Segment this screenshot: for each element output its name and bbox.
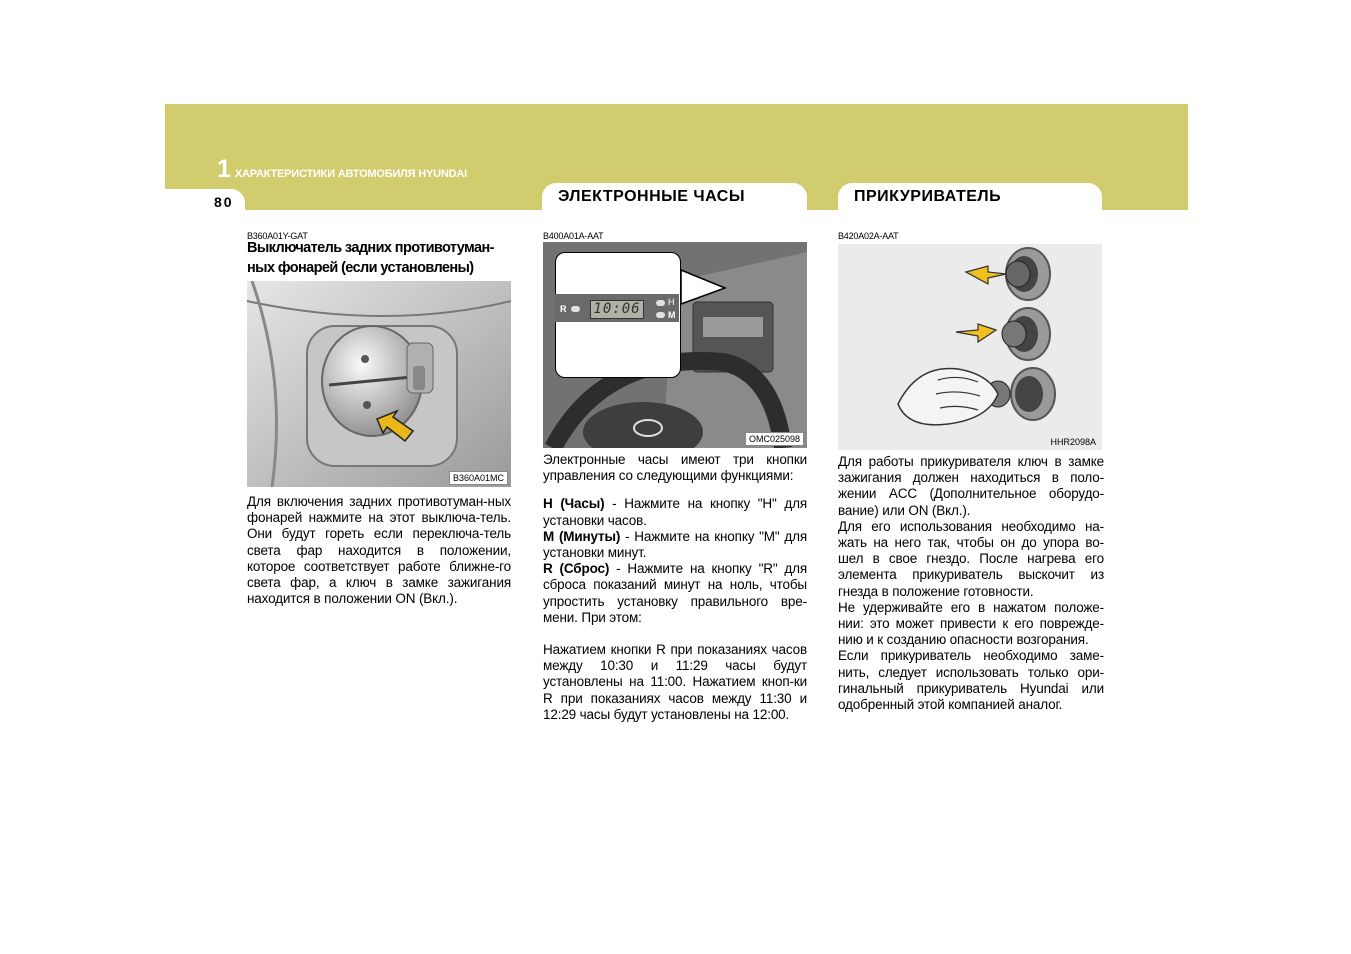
clock-m-text: - Нажмите на кнопку "M" для установки минут. xyxy=(543,528,808,561)
lighter-p1: Для работы прикуривателя ключ в замке зажигания должен находиться в поло-жении ACC (Дополнительное оборудо-вание) или ON (Вкл.). xyxy=(838,454,1104,518)
reset-button-label: R xyxy=(560,304,567,314)
section-code-clock: B400A01A-AAT xyxy=(543,231,604,241)
lighter-socket-1 xyxy=(1006,248,1050,300)
clock-m-term: M (Минуты) xyxy=(543,528,621,544)
clock-time: 10:06 xyxy=(593,301,641,317)
hour-button-icon xyxy=(656,300,665,306)
chapter-header xyxy=(217,155,467,184)
figure-label-clock: OMC025098 xyxy=(745,432,804,446)
chapter-title: ХАРАКТЕРИСТИКИ АВТОМОБИЛЯ HYUNDAI xyxy=(234,168,467,180)
clock-h-term: H (Часы) xyxy=(543,496,605,512)
section-title-lighter: ПРИКУРИВАТЕЛЬ xyxy=(854,188,1002,205)
section-code-lighter: B420A02A-AAT xyxy=(838,231,899,241)
clock-h-text: - Нажмите на кнопку "H" для установки часов. xyxy=(543,496,807,528)
fog-light-text: Для включения задних противотуман-ных фонарей нажмите на этот выключа-тель. Они будут гореть если переключа-тель света фар находится в положении, которое соответствует работе ближне-го света фар, а ключ в замке зажигания находится в положении ON (Вкл.). xyxy=(247,494,511,607)
figure-label-lighter: HHR2098A xyxy=(1050,437,1096,447)
section-tab-clock xyxy=(542,183,807,213)
clock-m-paragraph xyxy=(543,529,807,561)
clock-intro: Электронные часы имеют три кнопки управления со следующими функциями: xyxy=(543,452,807,484)
lighter-text xyxy=(838,454,1104,713)
lighter-illustration xyxy=(838,244,1102,450)
page-number: 80 xyxy=(214,194,234,210)
fog-light-heading: Выключатель задних противотуман-ных фонарей (если установлены) xyxy=(247,240,494,276)
lighter-figure xyxy=(838,244,1102,450)
section-title-clock: ЭЛЕКТРОННЫЕ ЧАСЫ xyxy=(558,188,746,205)
clock-r-term: R (Сброс) xyxy=(543,561,610,577)
clock-r-text: - Нажмите на кнопку "R" для сброса показаний минут на ноль, чтобы упростить установку правильного вре-мени. При этом: xyxy=(543,561,808,625)
fog-switch-figure xyxy=(247,281,511,487)
clock-figure xyxy=(543,242,807,448)
figure-label-fog: B360A01MC xyxy=(449,471,508,485)
clock-h-paragraph xyxy=(543,496,807,528)
reset-button-icon xyxy=(571,306,580,312)
fog-switch-illustration xyxy=(247,281,511,487)
lighter-p4: Если прикуриватель необходимо заме-нить, следует использовать только ори-гинальный прикуриватель Hyundai или одобренный этой компанией аналог. xyxy=(838,648,1104,713)
clock-display xyxy=(590,300,644,319)
clock-r-paragraph xyxy=(543,561,807,626)
lighter-p3: Не удерживайте его в нажатом положе-нии: это может привести к его поврежде-нию и к созданию опасности возгорания. xyxy=(838,599,1104,648)
minute-button-label: M xyxy=(668,310,676,320)
section-tab-lighter xyxy=(838,183,1102,213)
hour-button-label: H xyxy=(668,297,675,307)
chapter-number: 1 xyxy=(217,155,231,183)
minute-button-icon xyxy=(656,312,665,318)
lighter-p2: Для его использования необходимо на-жать на него так, чтобы он до упора во-шел в свое гнездо. После нагрева его элемента прикуриватель выскочит из гнезда в положение готовности. xyxy=(838,518,1104,599)
clock-note: Нажатием кнопки R при показаниях часов между 10:30 и 11:29 часы будут установлены на 11:00. Нажатием кноп-ки R при показаниях часов между 11:30 и 12:29 часы будут установлены на 12:00. xyxy=(543,642,807,722)
clock-text xyxy=(543,452,807,723)
section-code-fog: B360A01Y-GAT xyxy=(247,231,308,241)
